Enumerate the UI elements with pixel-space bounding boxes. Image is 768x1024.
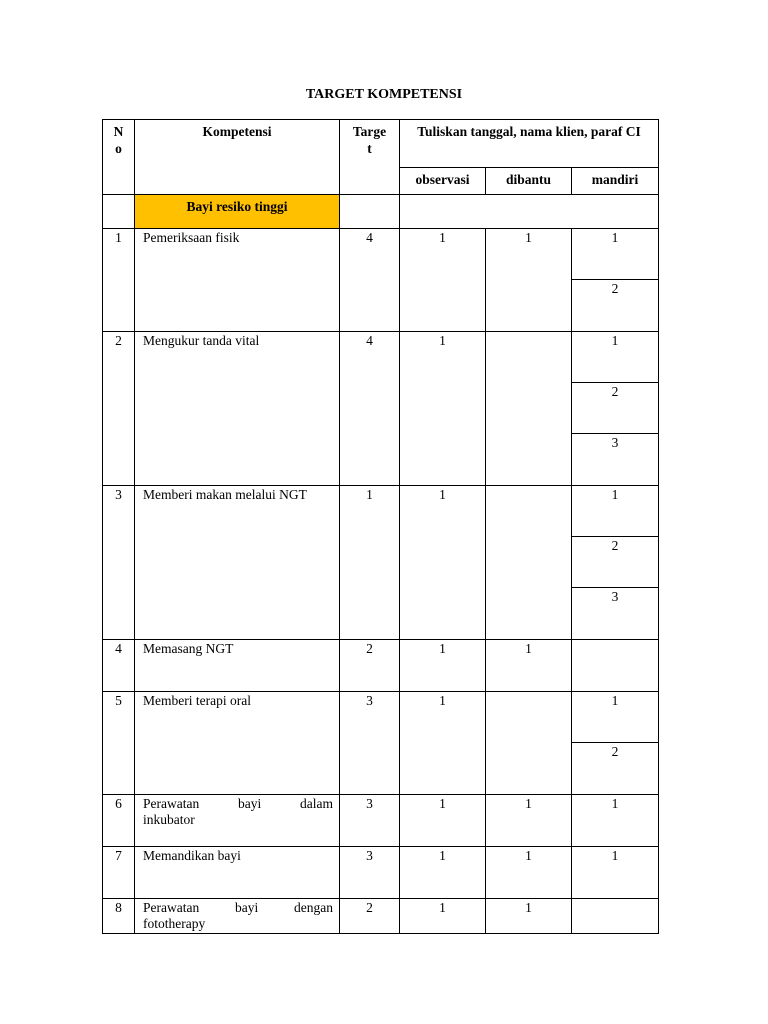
- row-kompetensi: [135, 795, 340, 847]
- header-mandiri: mandiri: [572, 168, 659, 195]
- header-dibantu: dibantu: [486, 168, 572, 195]
- mandiri-value: 1: [611, 796, 619, 811]
- mandiri-subcell: [572, 280, 658, 331]
- kompetensi-word: bayi: [237, 796, 262, 811]
- row-no: 8: [103, 899, 135, 934]
- mandiri-subcell: [572, 743, 658, 794]
- header-observasi: observasi: [400, 168, 486, 195]
- mandiri-value: 2: [611, 384, 619, 399]
- row-dibantu: 1: [486, 795, 572, 847]
- section-label: Bayi resiko tinggi: [135, 195, 340, 229]
- table-row: [103, 332, 659, 486]
- row-mandiri: [572, 847, 659, 899]
- mandiri-subcells: [572, 640, 658, 691]
- row-kompetensi: Memandikan bayi: [135, 847, 340, 899]
- row-kompetensi: Memasang NGT: [135, 640, 340, 692]
- mandiri-subcell: [572, 229, 658, 280]
- mandiri-subcell: [572, 795, 658, 846]
- row-dibantu: 1: [486, 847, 572, 899]
- row-kompetensi: Mengukur tanda vital: [135, 332, 340, 486]
- row-mandiri: [572, 229, 659, 332]
- row-dibantu: [486, 692, 572, 795]
- row-mandiri: [572, 795, 659, 847]
- row-target: 3: [340, 847, 400, 899]
- mandiri-subcells: [572, 486, 658, 639]
- kompetensi-word: bayi: [235, 900, 259, 915]
- mandiri-subcell: [572, 847, 658, 898]
- table-row: [103, 899, 659, 934]
- kompetensi-word: dalam: [299, 796, 333, 811]
- mandiri-subcell: [572, 434, 658, 485]
- mandiri-value: 1: [611, 333, 619, 348]
- kompetensi-word: dengan: [294, 900, 333, 915]
- mandiri-subcells: [572, 229, 658, 331]
- header-target-line1: Targe: [352, 124, 387, 139]
- row-target: 4: [340, 229, 400, 332]
- row-observasi: 1: [400, 486, 486, 640]
- row-no: 4: [103, 640, 135, 692]
- row-observasi: 1: [400, 899, 486, 934]
- row-mandiri: [572, 332, 659, 486]
- mandiri-subcells: [572, 795, 658, 846]
- row-dibantu: 1: [486, 640, 572, 692]
- row-no: 6: [103, 795, 135, 847]
- row-target: 4: [340, 332, 400, 486]
- header-no-line1: N: [113, 124, 124, 139]
- table-row: [103, 847, 659, 899]
- row-mandiri: [572, 899, 659, 934]
- kompetensi-line1: [143, 900, 333, 916]
- row-no: 7: [103, 847, 135, 899]
- row-kompetensi: Memberi terapi oral: [135, 692, 340, 795]
- row-mandiri: [572, 640, 659, 692]
- mandiri-value: 2: [611, 744, 619, 759]
- section-empty-right: [400, 195, 659, 229]
- row-kompetensi: [135, 899, 340, 934]
- row-no: 2: [103, 332, 135, 486]
- kompetensi-line2: inkubator: [143, 812, 195, 827]
- row-dibantu: 1: [486, 899, 572, 934]
- mandiri-value: 2: [611, 281, 619, 296]
- kompetensi-word: Perawatan: [143, 900, 200, 915]
- header-no-line2: o: [115, 141, 122, 156]
- row-target: 1: [340, 486, 400, 640]
- mandiri-subcells: [572, 332, 658, 485]
- mandiri-subcell: [572, 486, 658, 537]
- row-target: 2: [340, 640, 400, 692]
- mandiri-subcell: [572, 332, 658, 383]
- mandiri-subcell: [572, 692, 658, 743]
- mandiri-subcells: [572, 847, 658, 898]
- section-empty-no: [103, 195, 135, 229]
- row-target: 2: [340, 899, 400, 934]
- mandiri-subcell: [572, 537, 658, 588]
- header-target-line2: t: [367, 141, 372, 156]
- table-row: [103, 640, 659, 692]
- table-row: [103, 692, 659, 795]
- mandiri-subcell: [572, 899, 658, 933]
- kompetensi-line1: [143, 796, 333, 812]
- table-row: [103, 795, 659, 847]
- mandiri-value: 2: [611, 538, 619, 553]
- kompetensi-line2: fototherapy: [143, 916, 206, 931]
- header-kompetensi: Kompetensi: [135, 120, 340, 195]
- row-no: 3: [103, 486, 135, 640]
- row-kompetensi: Memberi makan melalui NGT: [135, 486, 340, 640]
- row-observasi: 1: [400, 847, 486, 899]
- row-dibantu: [486, 486, 572, 640]
- mandiri-value: 1: [611, 848, 619, 863]
- mandiri-subcell: [572, 383, 658, 434]
- row-observasi: 1: [400, 692, 486, 795]
- mandiri-value: [572, 640, 658, 641]
- header-tuliskan: Tuliskan tanggal, nama klien, paraf CI: [400, 120, 659, 168]
- mandiri-subcells: [572, 692, 658, 794]
- mandiri-subcells: [572, 899, 658, 933]
- mandiri-subcell: [572, 640, 658, 691]
- table-row: [103, 229, 659, 332]
- row-dibantu: [486, 332, 572, 486]
- mandiri-value: 3: [611, 435, 619, 450]
- kompetensi-word: Perawatan: [143, 796, 200, 811]
- row-kompetensi: Pemeriksaan fisik: [135, 229, 340, 332]
- mandiri-value: 1: [611, 693, 619, 708]
- row-dibantu: 1: [486, 229, 572, 332]
- table-row: [103, 486, 659, 640]
- competency-table: [102, 119, 659, 934]
- row-target: 3: [340, 795, 400, 847]
- header-target: [340, 120, 400, 195]
- mandiri-value: [572, 899, 658, 900]
- header-no: [103, 120, 135, 195]
- row-target: 3: [340, 692, 400, 795]
- row-no: 5: [103, 692, 135, 795]
- row-observasi: 1: [400, 332, 486, 486]
- section-empty-target: [340, 195, 400, 229]
- row-no: 1: [103, 229, 135, 332]
- row-observasi: 1: [400, 229, 486, 332]
- mandiri-value: 1: [611, 230, 619, 245]
- mandiri-value: 1: [611, 487, 619, 502]
- row-observasi: 1: [400, 640, 486, 692]
- row-mandiri: [572, 692, 659, 795]
- row-observasi: 1: [400, 795, 486, 847]
- mandiri-subcell: [572, 588, 658, 639]
- page-title: TARGET KOMPETENSI: [305, 87, 463, 102]
- mandiri-value: 3: [611, 589, 619, 604]
- row-mandiri: [572, 486, 659, 640]
